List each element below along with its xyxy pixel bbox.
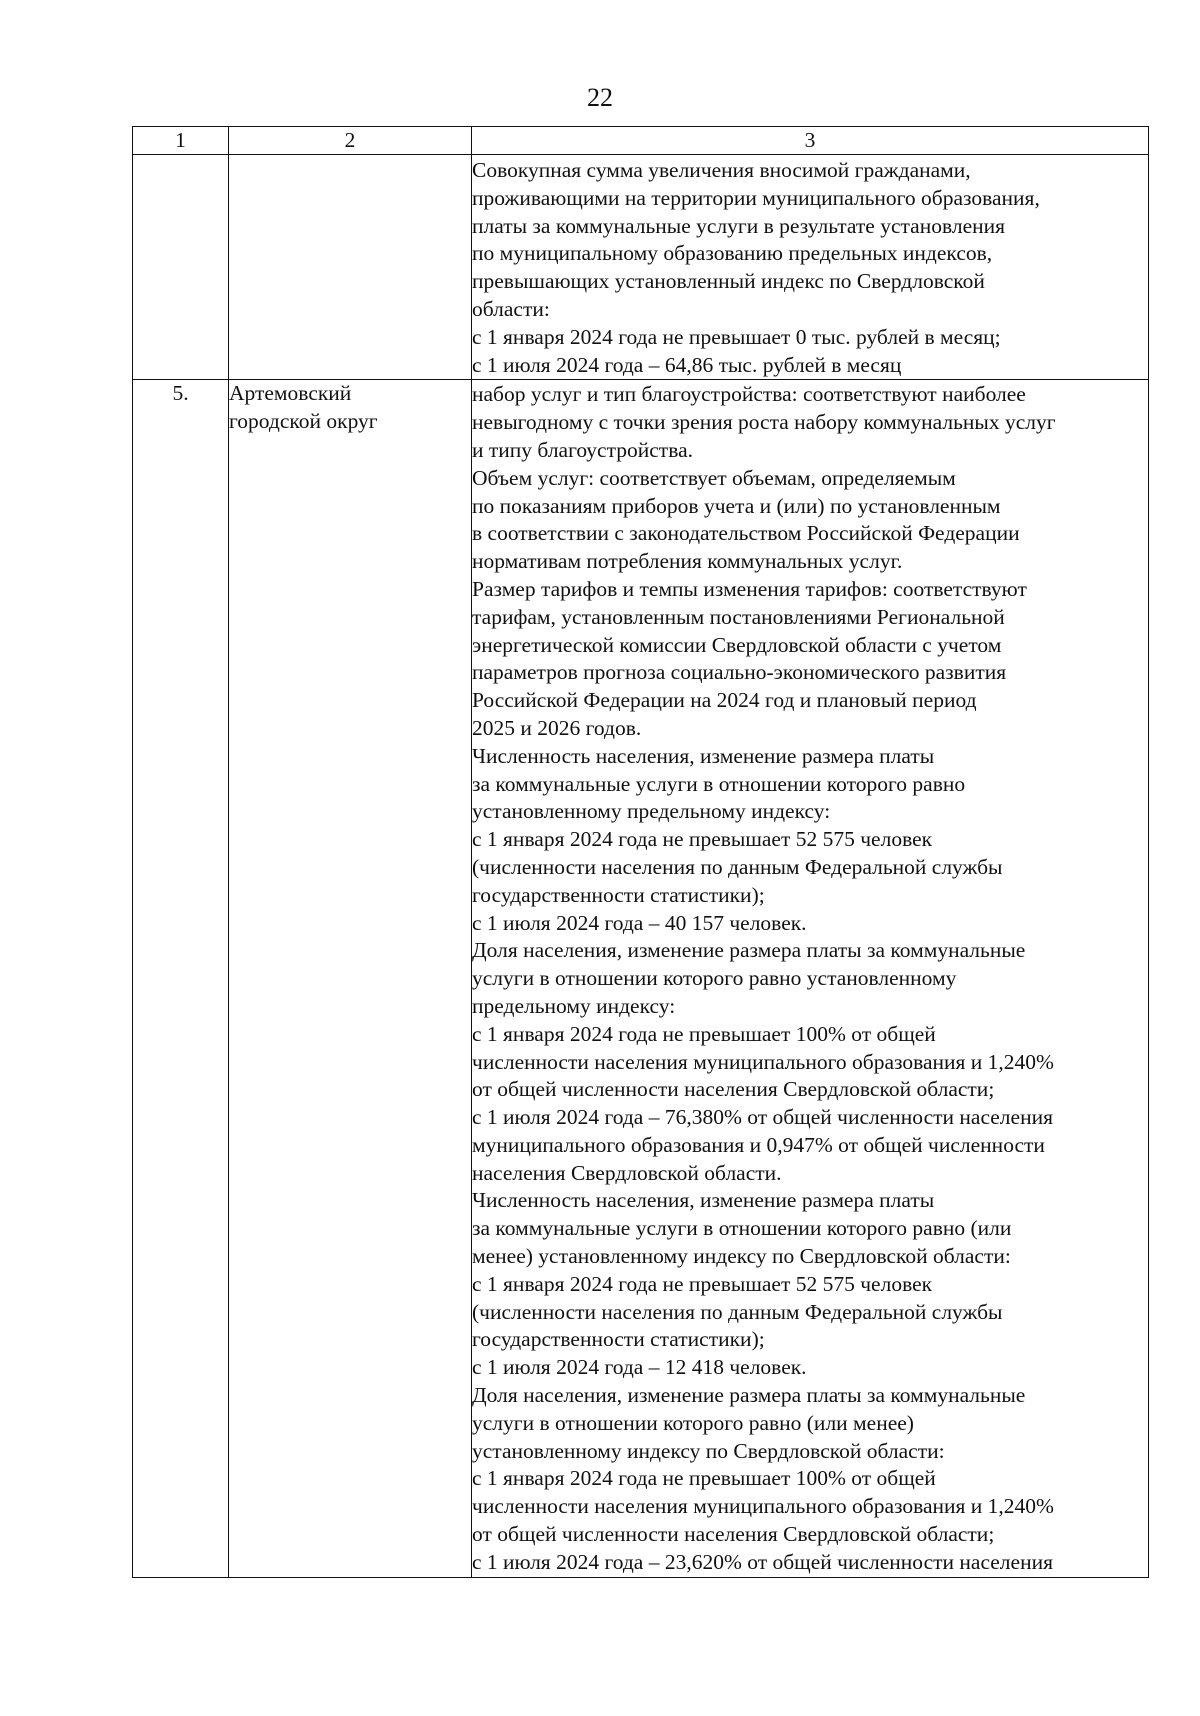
text-line: установленному предельному индексу: [472,799,831,824]
text-line: тарифам, установленным постановлениями Региональной [472,604,1005,629]
text-line: от общей численности населения Свердловской области; [472,1522,995,1547]
column-header-3: 3 [472,127,1149,155]
municipality-name-cell [229,155,472,380]
text-line: 2025 и 2026 годов. [472,715,642,740]
text-line: государственности статистики); [472,1327,765,1352]
text-line: превышающих установленный индекс по Свердловской [472,269,985,294]
text-line: с 1 января 2024 года не превышает 52 575 человек [472,827,933,852]
text-line: с 1 июля 2024 года – 23,620% от общей численности населения [472,1549,1053,1574]
text-line: с 1 июля 2024 года – 40 157 человек. [472,910,807,935]
text-line: от общей численности населения Свердловской области; [472,1077,995,1102]
text-line: за коммунальные услуги в отношении которого равно [472,771,966,796]
text-line: с 1 июля 2024 года – 76,380% от общей численности населения [472,1105,1053,1130]
text-line: проживающими на территории муниципального образования, [472,185,1040,210]
text-line: по показаниям приборов учета и (или) по установленным [472,493,1001,518]
municipality-name-cell [229,380,472,1577]
text-line: (численности населения по данным Федеральной службы [472,1299,1003,1324]
text-line: городской округ [229,409,378,434]
text-line: и типу благоустройства. [472,437,693,462]
text-line: услуги в отношении которого равно установленному [472,966,957,991]
text-line: платы за коммунальные услуги в результате установления [472,213,1006,238]
description-cell [472,155,1149,380]
table-row-continuation [133,155,1149,380]
text-line: численности населения муниципального образования и 1,240% [472,1049,1054,1074]
text-line: Доля населения, изменение размера платы за коммунальные [472,938,1026,963]
text-line: с 1 января 2024 года не превышает 52 575 человек [472,1271,933,1296]
text-line: (численности населения по данным Федеральной службы [472,854,1003,879]
text-line: невыгодному с точки зрения роста набору коммунальных услуг [472,410,1056,435]
text-line: с 1 января 2024 года не превышает 100% от общей [472,1021,936,1046]
table-header [133,127,1149,155]
table-body [133,155,1149,1578]
text-line: государственности статистики); [472,882,765,907]
page-number: 22 [587,83,613,112]
text-line: с 1 июля 2024 года – 64,86 тыс. рублей в месяц [472,352,902,377]
text-line: Артемовский [229,381,352,406]
row-number-cell [133,155,229,380]
text-line: с 1 января 2024 года не превышает 0 тыс. рублей в месяц; [472,324,1001,349]
text-line: по муниципальному образованию предельных индексов, [472,241,993,266]
text-line: населения Свердловской области. [472,1160,782,1185]
text-line: предельному индексу: [472,993,676,1018]
text-line: Объем услуг: соответствует объемам, определяемым [472,465,956,490]
text-line: Доля населения, изменение размера платы за коммунальные [472,1383,1026,1408]
description-lines [472,157,1148,379]
text-line: Численность населения, изменение размера платы [472,743,935,768]
text-line: с 1 января 2024 года не превышает 100% от общей [472,1466,936,1491]
text-line: Российской Федерации на 2024 год и плановый период [472,688,977,713]
text-line: численности населения муниципального образования и 1,240% [472,1494,1054,1519]
text-line: Размер тарифов и темпы изменения тарифов: соответствуют [472,576,1027,601]
description-lines [472,381,1148,1576]
table-row-5 [133,380,1149,1577]
document-table [132,126,1149,1578]
text-line: услуги в отношении которого равно (или менее) [472,1410,914,1435]
column-header-2: 2 [229,127,472,155]
text-line: менее) установленному индексу по Свердловской области: [472,1244,1011,1269]
table-header-row [133,127,1149,155]
text-line: нормативам потребления коммунальных услуг. [472,549,903,574]
text-line: параметров прогноза социально-экономического развития [472,660,1007,685]
municipality-name-lines [229,380,471,436]
text-line: за коммунальные услуги в отношении которого равно (или [472,1216,1012,1241]
text-line: Совокупная сумма увеличения вносимой гражданами, [472,158,971,182]
text-line: в соответствии с законодательством Российской Федерации [472,521,1020,546]
text-line: муниципального образования и 0,947% от общей численности [472,1132,1045,1157]
text-line: энергетической комиссии Свердловской области с учетом [472,632,1002,657]
description-cell [472,380,1149,1577]
column-header-1: 1 [133,127,229,155]
text-line: набор услуг и тип благоустройства: соответствуют наиболее [472,382,1026,407]
text-line: Численность населения, изменение размера платы [472,1188,935,1213]
row-number-cell: 5. [133,380,229,1577]
text-line: области: [472,296,550,321]
text-line: установленному индексу по Свердловской области: [472,1438,945,1463]
text-line: с 1 июля 2024 года – 12 418 человек. [472,1355,807,1380]
